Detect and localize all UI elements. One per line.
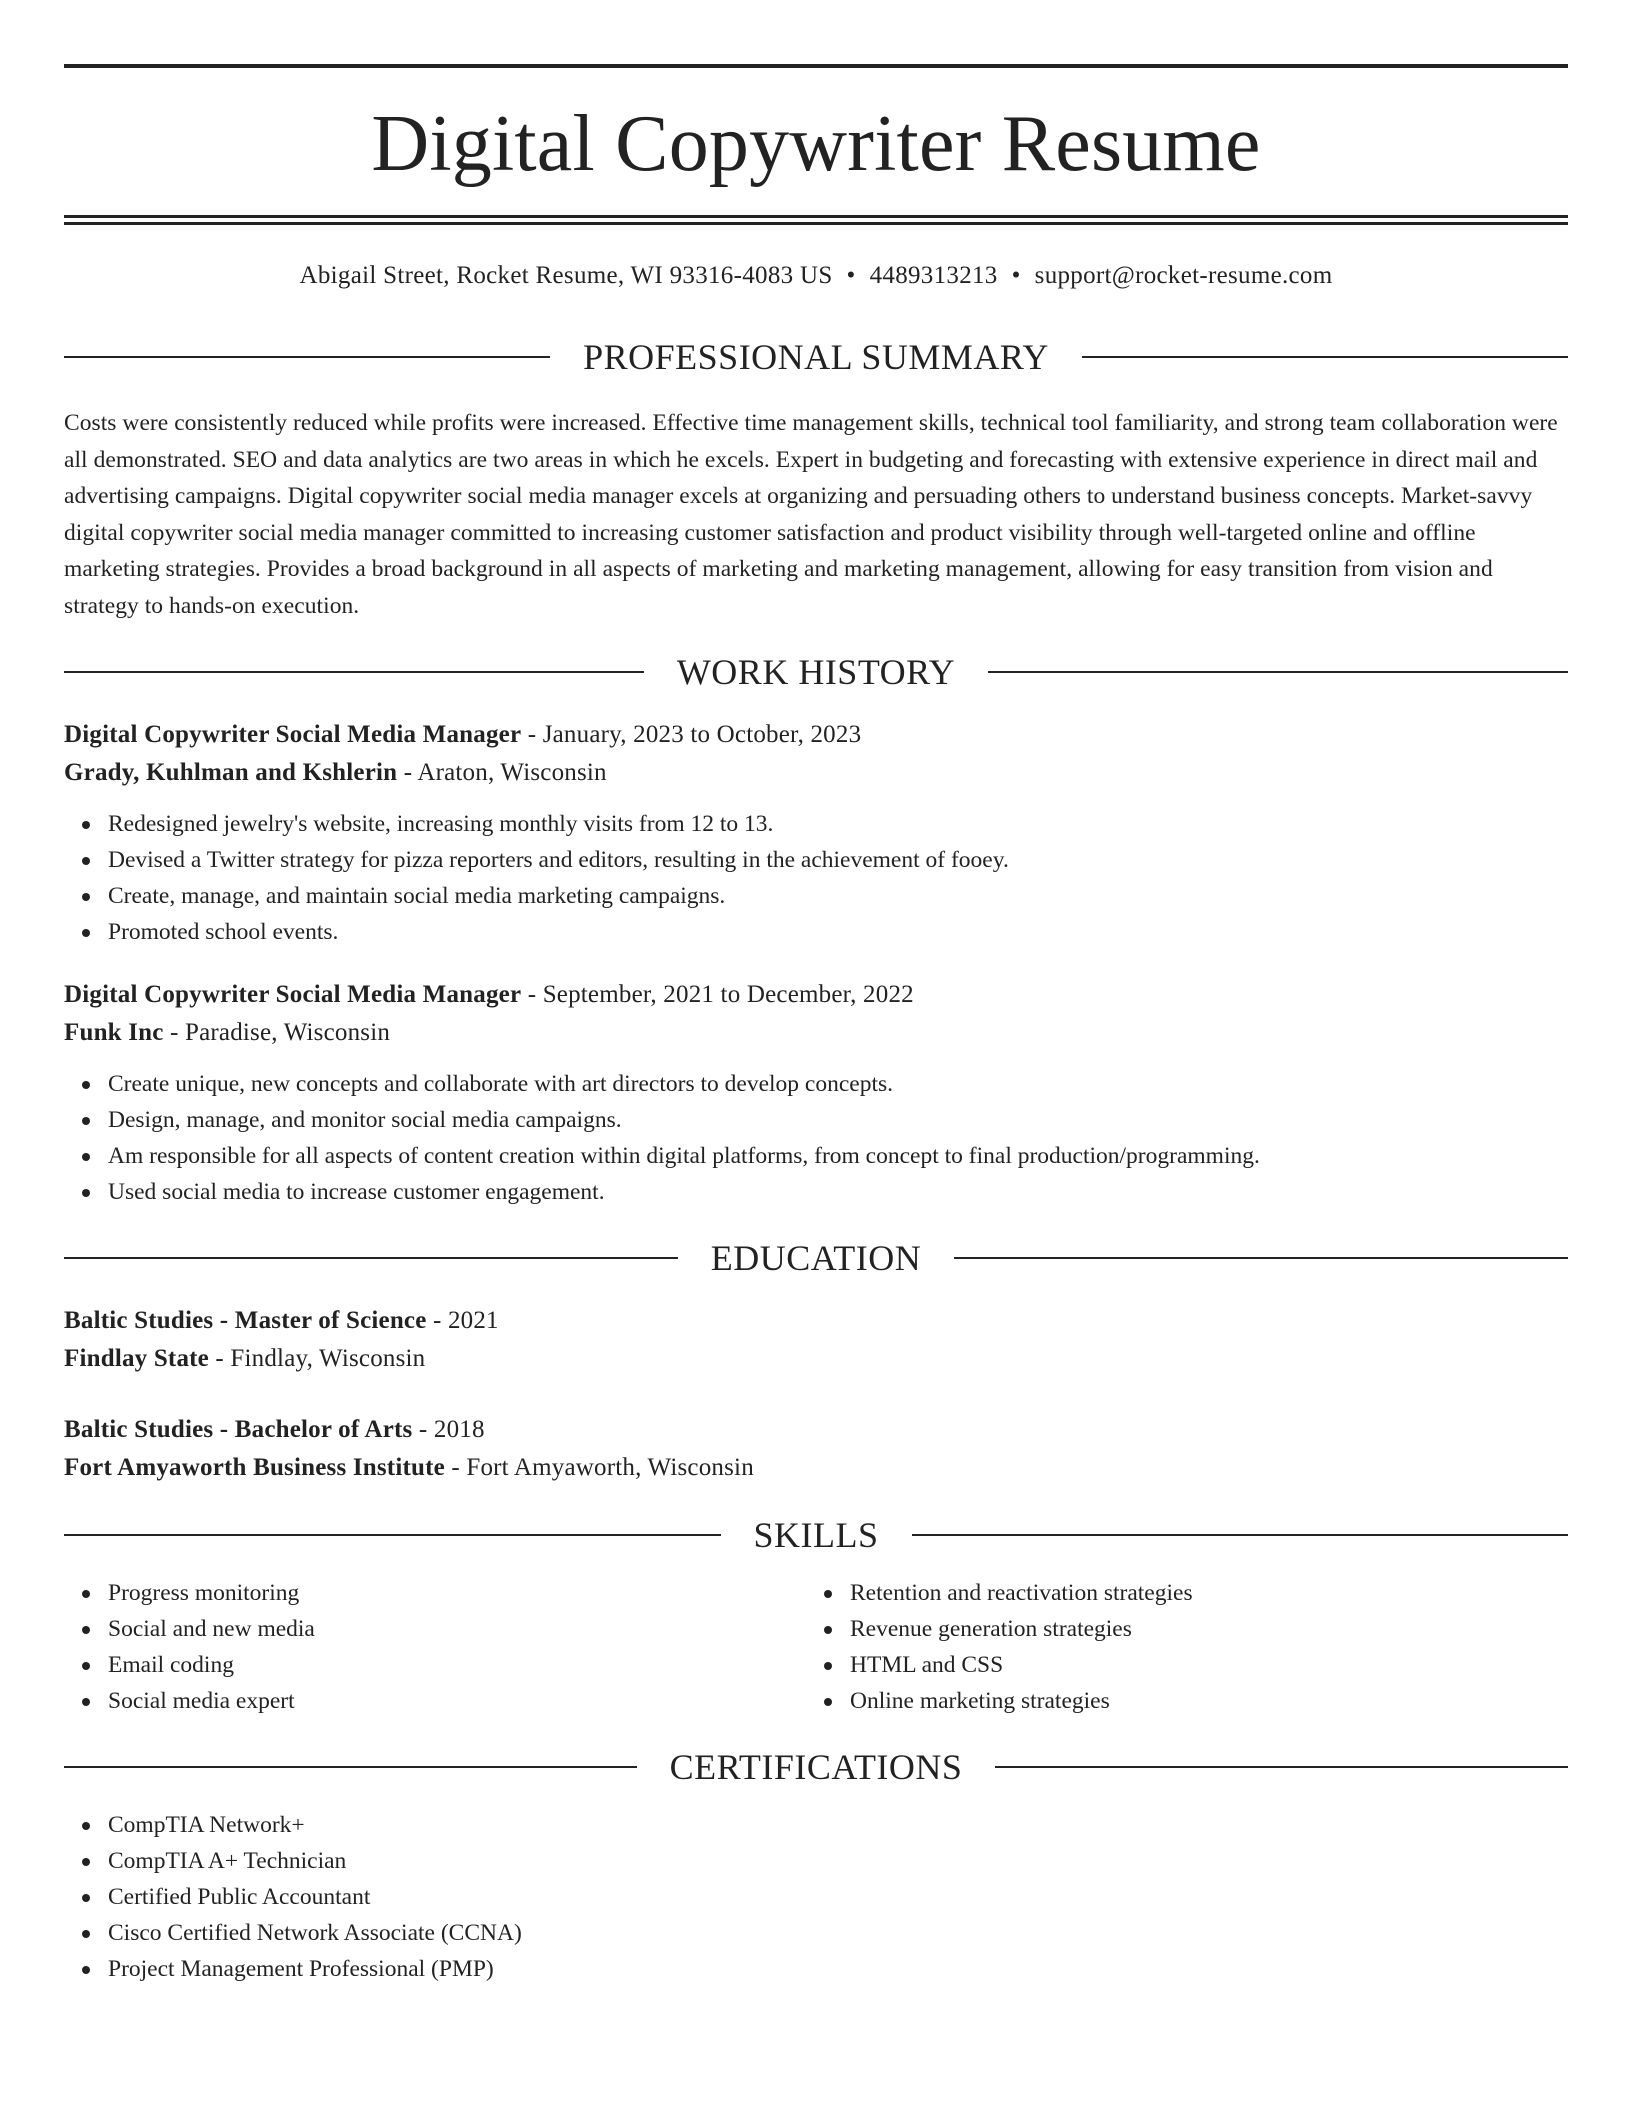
list-item: HTML and CSS <box>806 1647 1548 1683</box>
list-item: CompTIA A+ Technician <box>64 1843 1568 1879</box>
job-dates: - September, 2021 to December, 2022 <box>521 981 914 1008</box>
education-degree-line <box>64 1302 1568 1340</box>
list-item: Email coding <box>64 1647 806 1683</box>
list-item: Create unique, new concepts and collaborate with art directors to develop concepts. <box>64 1066 1568 1102</box>
education-school-line <box>64 1449 1568 1487</box>
contact-phone: 4489313213 <box>869 262 998 289</box>
list-item: Promoted school events. <box>64 914 1568 950</box>
job-dates: - January, 2023 to October, 2023 <box>521 721 862 748</box>
heading-rule-right <box>954 1257 1568 1259</box>
job-location: - Araton, Wisconsin <box>397 759 607 786</box>
page-title: Digital Copywriter Resume <box>371 100 1261 188</box>
list-item: Social and new media <box>64 1611 806 1647</box>
section-heading-label: CERTIFICATIONS <box>669 1747 963 1787</box>
section-heading-work <box>64 654 1568 690</box>
contact-email: support@rocket-resume.com <box>1034 262 1333 289</box>
job-bullets <box>64 806 1568 950</box>
job-title-line <box>64 716 1568 754</box>
list-item: Revenue generation strategies <box>806 1611 1548 1647</box>
job-title-line <box>64 976 1568 1014</box>
summary-text: Costs were consistently reduced while profits were increased. Effective time management skills, technical tool familiarity, and strong team collaboration were all demonstrated. SEO and data analytics are two areas in which he excels. Expert in budgeting and forecasting with extensive experience in direct mail and advertising campaigns. Digital copywriter social media manager excels at organizing and persuading others to understand business concepts. Market-savvy digital copywriter social media manager committed to increasing customer satisfaction and product visibility through well-targeted online and offline marketing strategies. Provides a broad background in all aspects of marketing and marketing management, allowing for easy transition from vision and strategy to hands-on execution. <box>64 410 1558 619</box>
list-item: Online marketing strategies <box>806 1683 1548 1719</box>
title-double-rule <box>64 215 1568 225</box>
section-heading-label: EDUCATION <box>710 1238 922 1278</box>
job-company-line <box>64 754 1568 792</box>
list-item: Devised a Twitter strategy for pizza reporters and editors, resulting in the achievement of fooey. <box>64 842 1568 878</box>
job-company-line <box>64 1014 1568 1052</box>
list-item: Design, manage, and monitor social media campaigns. <box>64 1102 1568 1138</box>
education-school: Fort Amyaworth Business Institute <box>64 1454 445 1481</box>
heading-rule-right <box>912 1534 1569 1536</box>
contact-address: Abigail Street, Rocket Resume, WI 93316-4083 US <box>299 262 833 289</box>
list-item: Redesigned jewelry's website, increasing monthly visits from 12 to 13. <box>64 806 1568 842</box>
job-title: Digital Copywriter Social Media Manager <box>64 721 522 748</box>
education-school-line <box>64 1340 1568 1378</box>
job-location: - Paradise, Wisconsin <box>163 1019 391 1046</box>
heading-rule-left <box>64 1257 678 1259</box>
skills-columns <box>64 1575 1568 1719</box>
heading-rule-left <box>64 671 644 673</box>
contact-line <box>64 261 1568 291</box>
section-heading-summary <box>64 339 1568 375</box>
job-bullets <box>64 1066 1568 1210</box>
education-location: - Findlay, Wisconsin <box>208 1345 426 1372</box>
job-entry <box>64 976 1568 1210</box>
heading-rule-right <box>995 1766 1568 1768</box>
list-item: Retention and reactivation strategies <box>806 1575 1548 1611</box>
education-location: - Fort Amyaworth, Wisconsin <box>444 1454 754 1481</box>
certifications-list <box>64 1807 1568 1987</box>
skills-list-right <box>806 1575 1548 1719</box>
heading-rule-right <box>1082 356 1568 358</box>
list-item: Social media expert <box>64 1683 806 1719</box>
list-item: CompTIA Network+ <box>64 1807 1568 1843</box>
job-title: Digital Copywriter Social Media Manager <box>64 981 522 1008</box>
heading-rule-left <box>64 356 550 358</box>
skills-list-left <box>64 1575 806 1719</box>
job-company: Grady, Kuhlman and Kshlerin <box>64 759 398 786</box>
education-year: - 2018 <box>412 1416 485 1443</box>
heading-rule-left <box>64 1534 721 1536</box>
top-rule <box>64 64 1568 68</box>
education-degree-line <box>64 1411 1568 1449</box>
education-entry <box>64 1411 1568 1487</box>
list-item: Cisco Certified Network Associate (CCNA) <box>64 1915 1568 1951</box>
section-heading-label: WORK HISTORY <box>676 652 956 692</box>
contact-separator: • <box>846 262 856 289</box>
heading-rule-left <box>64 1766 637 1768</box>
education-school: Findlay State <box>64 1345 209 1372</box>
list-item: Project Management Professional (PMP) <box>64 1951 1568 1987</box>
education-degree: Baltic Studies - Master of Science <box>64 1307 427 1334</box>
section-heading-education <box>64 1240 1568 1276</box>
contact-separator: • <box>1011 262 1021 289</box>
section-heading-skills <box>64 1517 1568 1553</box>
education-degree: Baltic Studies - Bachelor of Arts <box>64 1416 413 1443</box>
section-heading-label: PROFESSIONAL SUMMARY <box>583 337 1049 377</box>
list-item: Am responsible for all aspects of content creation within digital platforms, from concept to final production/programming. <box>64 1138 1568 1174</box>
section-heading-label: SKILLS <box>753 1515 879 1555</box>
heading-rule-right <box>988 671 1568 673</box>
list-item: Create, manage, and maintain social media marketing campaigns. <box>64 878 1568 914</box>
list-item: Used social media to increase customer engagement. <box>64 1174 1568 1210</box>
job-entry <box>64 716 1568 950</box>
list-item: Progress monitoring <box>64 1575 806 1611</box>
education-entry <box>64 1302 1568 1378</box>
list-item: Certified Public Accountant <box>64 1879 1568 1915</box>
education-year: - 2021 <box>426 1307 499 1334</box>
job-company: Funk Inc <box>64 1019 164 1046</box>
section-heading-certifications <box>64 1749 1568 1785</box>
